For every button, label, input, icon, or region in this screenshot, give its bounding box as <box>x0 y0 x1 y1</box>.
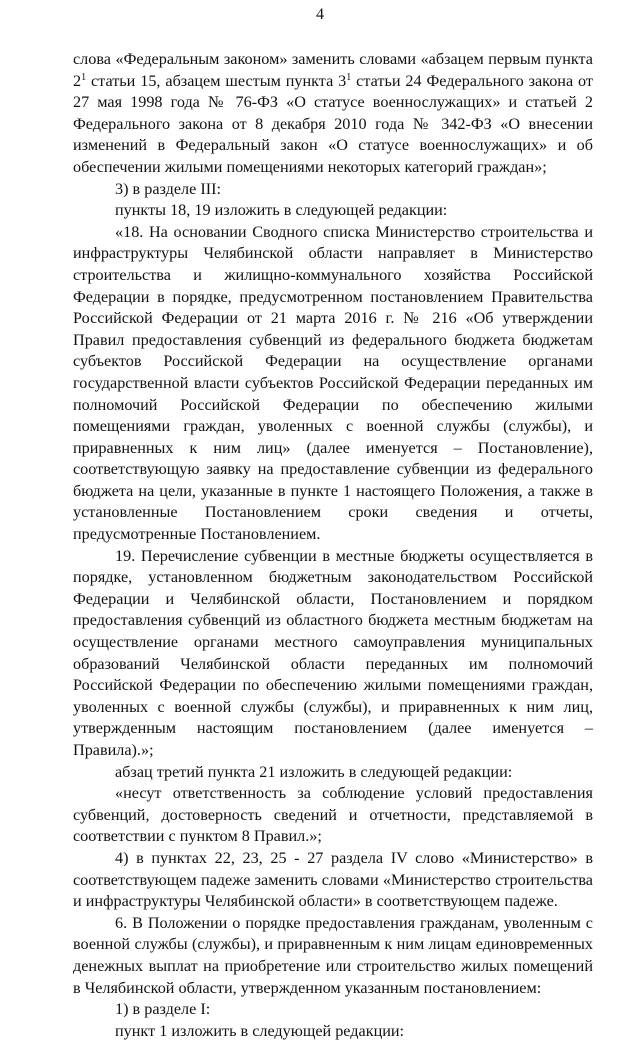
page-number: 4 <box>316 6 324 23</box>
superscript: 1 <box>346 71 352 83</box>
paragraph-text: статьи 24 Федерального закона от 27 мая 1998 года № 76-ФЗ «О статусе военнослужащих» и статьей 2 Федерального закона от 8 декабря 2010 года № 342-ФЗ «О внесении изменений в Федеральный закон «О статусе военнослужащих» и об обеспечении жилыми помещениями некоторых категорий граждан»; <box>73 71 593 176</box>
paragraph-federal-law-amendment <box>73 49 593 179</box>
paragraph-text: слова «Федеральным законом» заменить словами «абзацем первым пункта 2 <box>73 50 593 90</box>
paragraph-point-18: «18. На основании Сводного списка Министерство строительства и инфраструктуры Челябинской области направляет в Министерство строительства и жилищно-коммунального хозяйства Российской Федерации в порядке, предусмотренном постановлением Правительства Российской Федерации от 21 марта 2016 г. № 216 «Об утверждении Правил предоставления субвенций из федерального бюджета бюджетам субъектов Российской Федерации на осуществление органами государственной власти субъектов Российской Федерации переданных им полномочий Российской Федерации по обеспечению жилыми помещениями граждан, уволенных с военной службы (службы), и приравненных к ним лиц» (далее именуется – Постановление), соответствующую заявку на предоставление субвенции из федерального бюджета на цели, указанные в пункте 1 настоящего Положения, а также в установленные Постановлением сроки сведения и отчеты, предусмотренные Постановлением. <box>73 222 593 544</box>
document-body <box>73 49 593 1042</box>
paragraph-section-4: 4) в пунктах 22, 23, 25 - 27 раздела IV слово «Министерство» в соответствующем падеже заменить словами «Министерство строительства и инфраструктуры Челябинской области» в соответствующем падеже. <box>73 848 593 911</box>
paragraph-point-21-intro: абзац третий пункта 21 изложить в следующей редакции: <box>115 762 513 781</box>
paragraph-points-18-19-intro: пункты 18, 19 изложить в следующей редакции: <box>115 201 448 220</box>
paragraph-section-1: 1) в разделе I: <box>115 1000 211 1019</box>
paragraph-section-3: 3) в разделе III: <box>115 179 222 198</box>
paragraph-point-19: 19. Перечисление субвенции в местные бюджеты осуществляется в порядке, установленном бюджетным законодательством Российской Федерации и Челябинской области, Постановлением и порядком предоставления субвенций из областного бюджета местным бюджетам на осуществление органами местного самоуправления муниципальных образований Челябинской области переданных им полномочий Российской Федерации по обеспечению жилыми помещениями граждан, уволенных с военной службы (службы), и приравненных к ним лиц, утвержденным настоящим постановлением (далее именуется – Правила).»; <box>73 546 593 759</box>
paragraph-text: статьи 15, абзацем шестым пункта 3 <box>86 71 347 90</box>
paragraph-item-6: 6. В Положении о порядке предоставления гражданам, уволенным с военной службы (службы), и приравненным к ним лицам единовременных денежных выплат на приобретение или строительство жилых помещений в Челябинской области, утвержденном указанным постановлением: <box>73 913 593 997</box>
superscript: 1 <box>81 71 87 83</box>
paragraph-point-21-text: «несут ответственность за соблюдение условий предоставления субвенций, достоверность сведений и отчетности, представляемой в соответствии с пунктом 8 Правил.»; <box>73 784 593 846</box>
paragraph-point-1-intro: пункт 1 изложить в следующей редакции: <box>115 1021 405 1040</box>
